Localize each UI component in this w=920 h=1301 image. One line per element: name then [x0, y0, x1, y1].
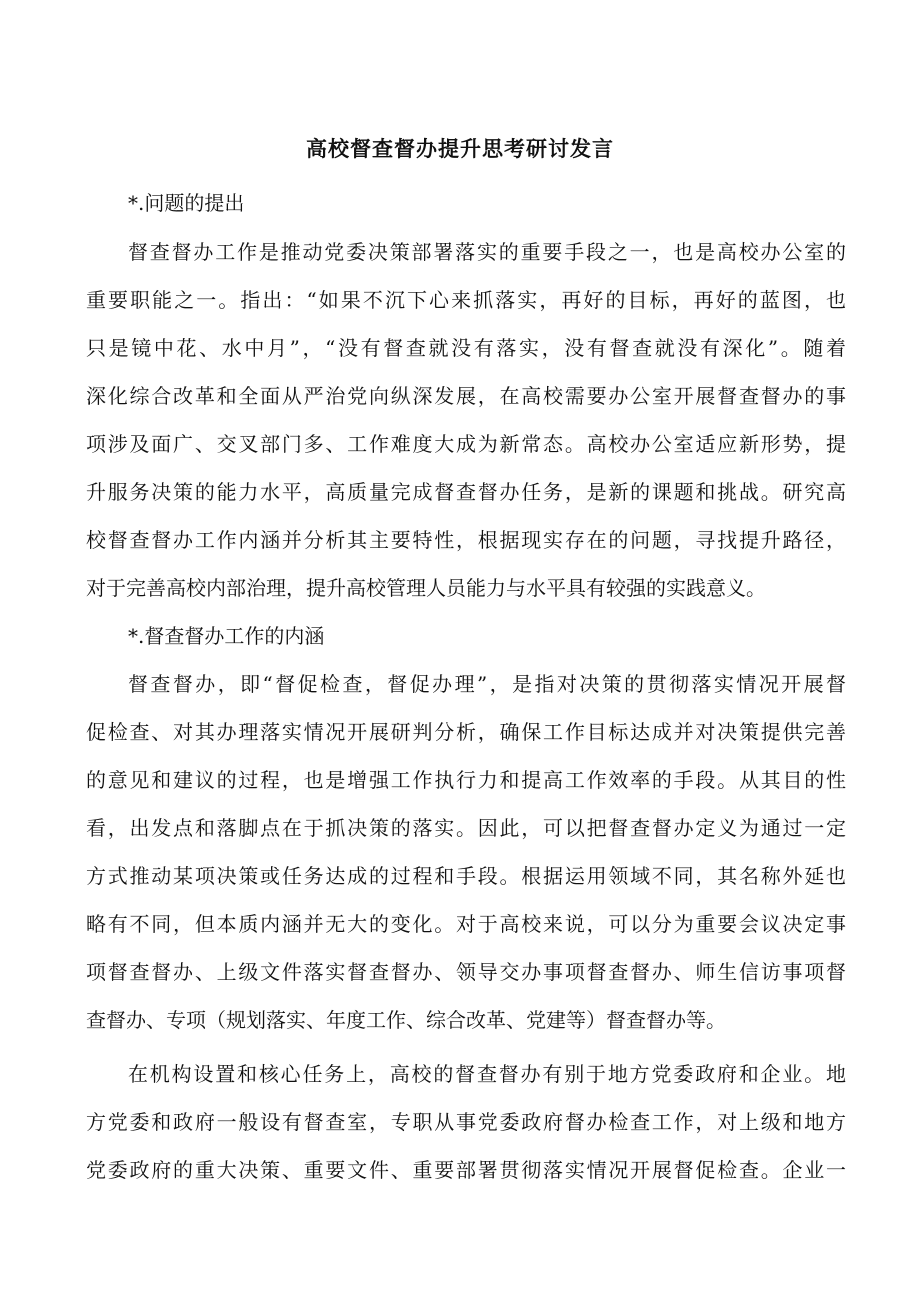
paragraph-line: 方党委和政府一般设有督查室，专职从事党委政府督办检查工作，对上级和地方 — [86, 1110, 846, 1134]
paragraph-line: 在机构设置和核心任务上，高校的督查督办有别于地方党委政府和企业。地 — [128, 1062, 846, 1086]
paragraph-line: 方式推动某项决策或任务达成的过程和手段。根据运用领域不同，其名称外延也 — [86, 864, 846, 888]
paragraph-line: 督查督办工作是推动党委决策部署落实的重要手段之一，也是高校办公室的 — [128, 240, 846, 264]
section-heading-2: *.督查督办工作的内涵 — [128, 624, 325, 648]
paragraph-line: 看，出发点和落脚点在于抓决策的落实。因此，可以把督查督办定义为通过一定 — [86, 816, 846, 840]
paragraph-line: 的意见和建议的过程，也是增强工作执行力和提高工作效率的手段。从其目的性 — [86, 768, 846, 792]
paragraph-line: 党委政府的重大决策、重要文件、重要部署贯彻落实情况开展督促检查。企业一 — [86, 1158, 846, 1182]
paragraph-line: 对于完善高校内部治理，提升高校管理人员能力与水平具有较强的实践意义。 — [86, 576, 766, 600]
paragraph-line: 项涉及面广、交叉部门多、工作难度大成为新常态。高校办公室适应新形势，提 — [86, 432, 846, 456]
paragraph-line: 略有不同，但本质内涵并无大的变化。对于高校来说，可以分为重要会议决定事 — [86, 912, 846, 936]
paragraph-line: 重要职能之一。指出：“如果不沉下心来抓落实，再好的目标，再好的蓝图，也 — [86, 288, 846, 312]
paragraph-line: 升服务决策的能力水平，高质量完成督查督办任务，是新的课题和挑战。研究高 — [86, 480, 846, 504]
paragraph-line: 项督查督办、上级文件落实督查督办、领导交办事项督查督办、师生信访事项督 — [86, 960, 846, 984]
section-heading-1: *.问题的提出 — [128, 191, 245, 215]
document-title: 高校督查督办提升思考研讨发言 — [306, 136, 614, 161]
paragraph-line: 督查督办，即“督促检查，督促办理”，是指对决策的贯彻落实情况开展督 — [128, 672, 846, 696]
paragraph-line: 只是镜中花、水中月”，“没有督查就没有落实，没有督查就没有深化”。随着 — [86, 336, 846, 360]
paragraph-line: 查督办、专项（规划落实、年度工作、综合改革、党建等）督查督办等。 — [86, 1008, 726, 1032]
paragraph-line: 促检查、对其办理落实情况开展研判分析，确保工作目标达成并对决策提供完善 — [86, 720, 846, 744]
paragraph-line: 校督查督办工作内涵并分析其主要特性，根据现实存在的问题，寻找提升路径， — [86, 528, 846, 552]
paragraph-line: 深化综合改革和全面从严治党向纵深发展，在高校需要办公室开展督查督办的事 — [86, 384, 846, 408]
